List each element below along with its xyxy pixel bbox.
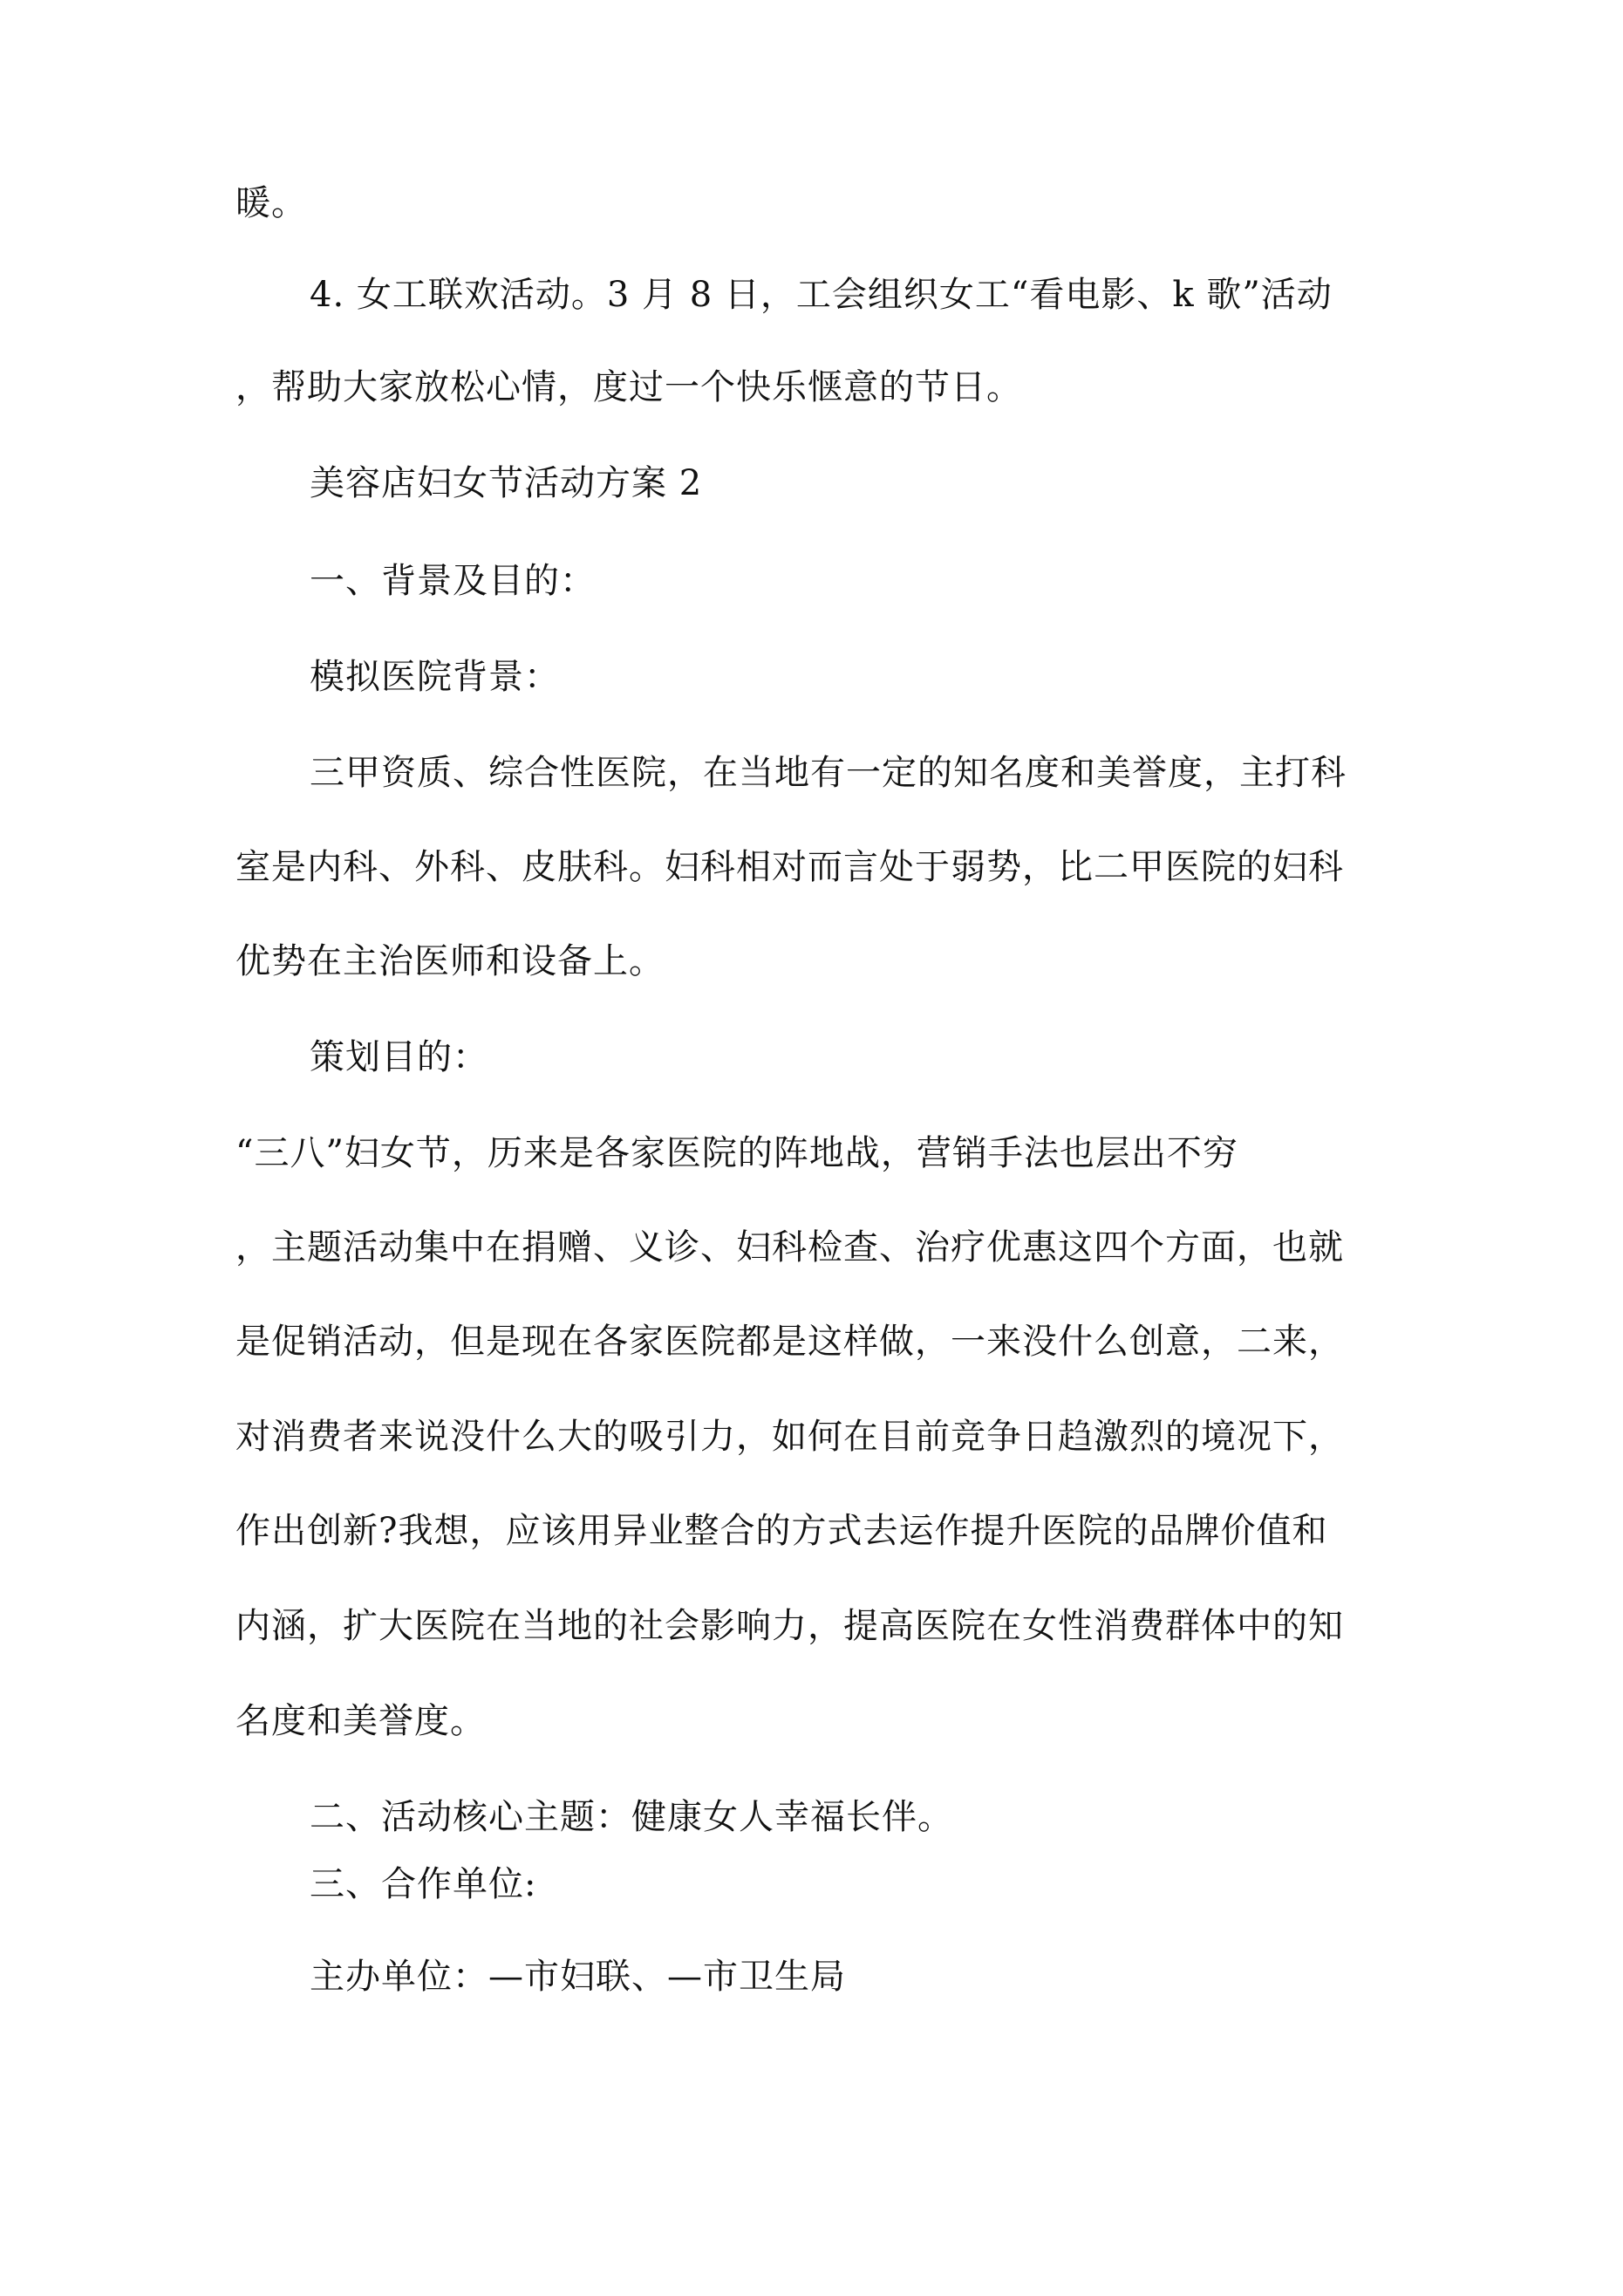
text-line-12: ，主题活动集中在捐赠、义诊、妇科检查、治疗优惠这四个方面，也就 <box>235 1227 1344 1268</box>
text-line-7: 三甲资质、综合性医院，在当地有一定的知名度和美誉度，主打科 <box>310 753 1347 793</box>
text-line-1: 暖。 <box>235 183 307 223</box>
text-line-17: 名度和美誉度。 <box>235 1701 486 1741</box>
subheading-hospital-background: 模拟医院背景： <box>310 657 560 697</box>
text-line-15: 作出创新?我想，应该用异业整合的方式去运作提升医院的品牌价值和 <box>235 1511 1328 1551</box>
text-line-2: 4. 女工联欢活动。3 月 8 日，工会组织女工“看电影、k 歌”活动 <box>310 275 1333 315</box>
heading-background: 一、背景及目的： <box>310 561 596 601</box>
heading-partners: 三、合作单位: <box>310 1864 537 1904</box>
subheading-purpose: 策划目的： <box>310 1037 488 1077</box>
text-line-14: 对消费者来说没什么大的吸引力，如何在目前竞争日趋激烈的境况下， <box>235 1417 1344 1457</box>
text-line-9: 优势在主治医师和设备上。 <box>235 941 665 981</box>
text-line-3: ，帮助大家放松心情，度过一个快乐惬意的节日。 <box>235 367 1022 407</box>
text-organizers: 主办单位：—市妇联、—市卫生局 <box>310 1957 846 1997</box>
text-line-8: 室是内科、外科、皮肤科。妇科相对而言处于弱势，比二甲医院的妇科 <box>235 847 1344 887</box>
section-title: 美容店妇女节活动方案 2 <box>310 463 703 503</box>
text-line-13: 是促销活动，但是现在各家医院都是这样做，一来没什么创意，二来， <box>235 1322 1344 1362</box>
heading-core-theme: 二、活动核心主题：健康女人幸福长伴。 <box>310 1797 953 1837</box>
text-line-16: 内涵，扩大医院在当地的社会影响力，提高医院在女性消费群体中的知 <box>235 1606 1344 1646</box>
text-line-11: “三八”妇女节，历来是各家医院的阵地战，营销手法也层出不穷 <box>235 1133 1238 1173</box>
